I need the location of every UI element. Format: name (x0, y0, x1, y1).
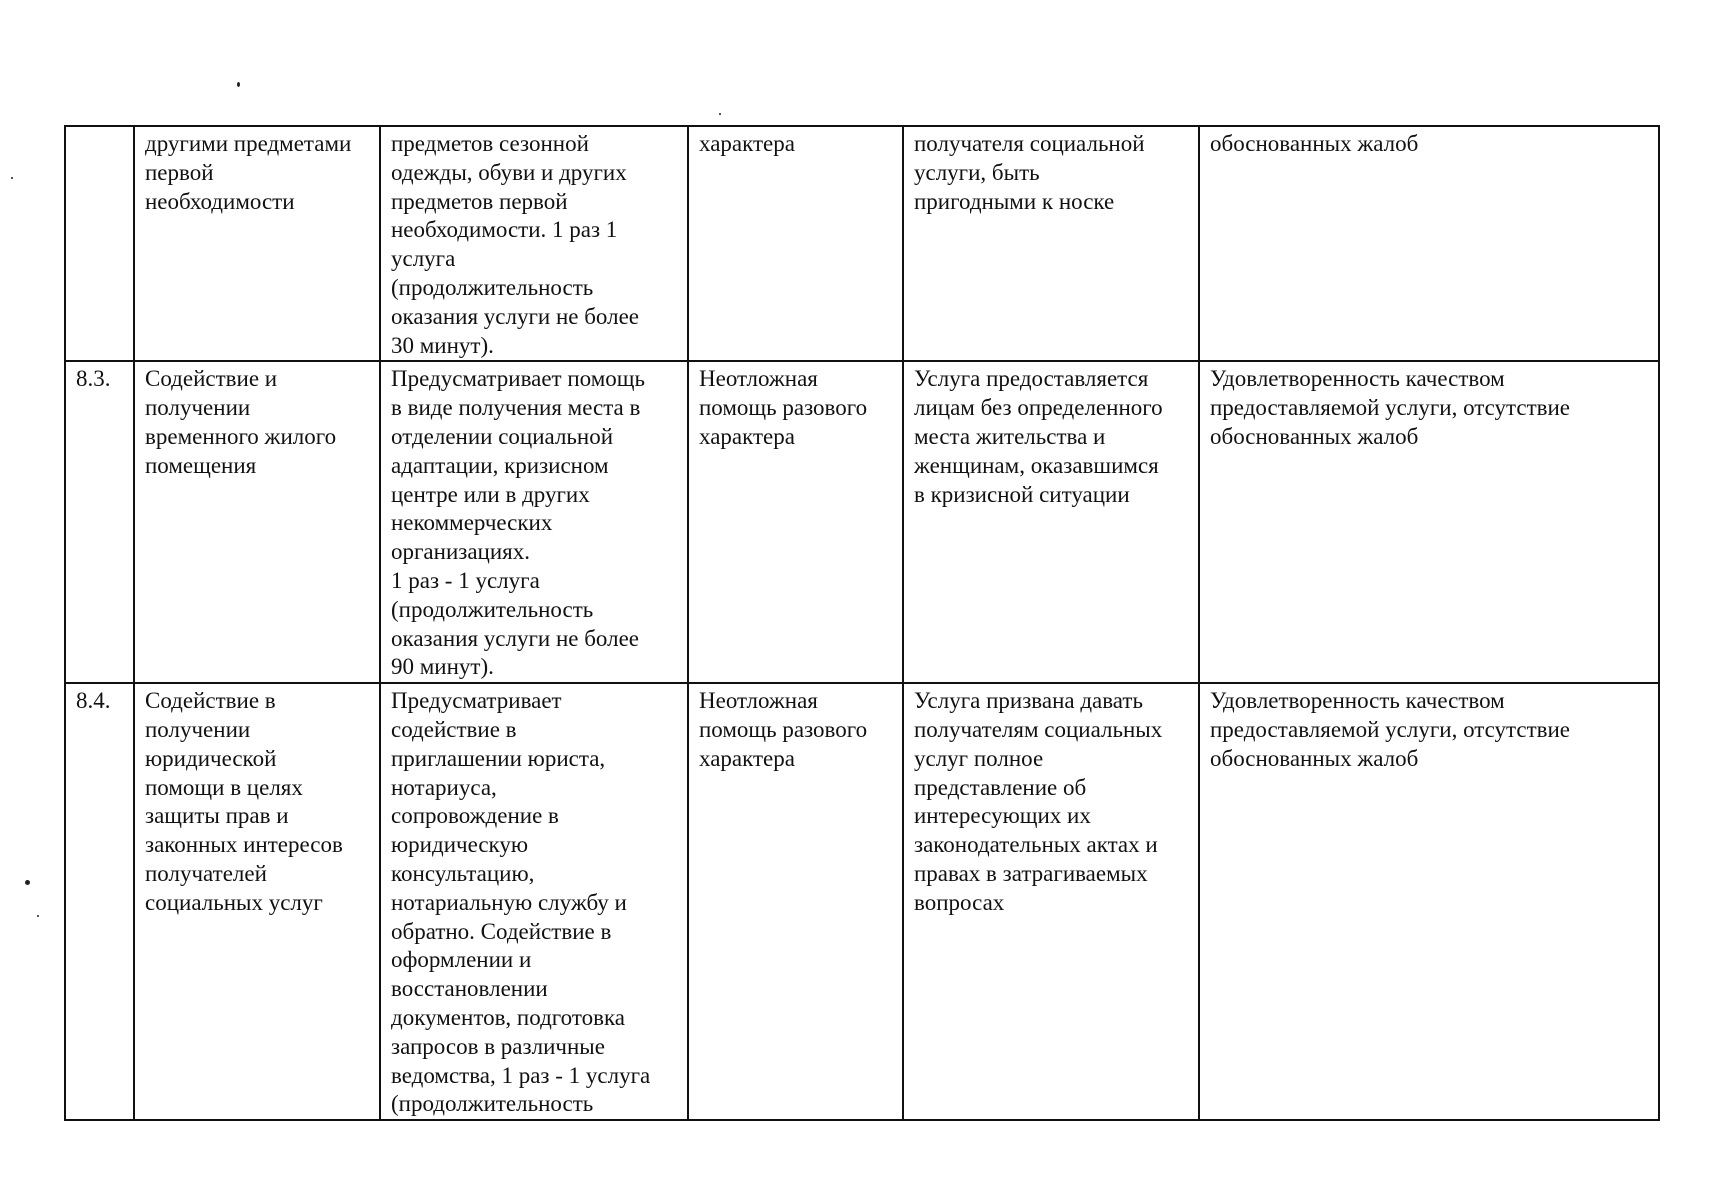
cell-text-line: адаптации, кризисном (391, 452, 609, 478)
cell-text-line: приглашении юриста, (391, 745, 606, 771)
cell-text-line: законных интересов (145, 832, 343, 858)
cell-text-line: оформлении и (391, 947, 532, 973)
cell-text-line: сопровождение в (391, 803, 559, 829)
cell-text-line: женщинам, оказавшимся (914, 452, 1159, 478)
cell-service-type (688, 683, 903, 1120)
cell-text-line: необходимости (145, 188, 295, 214)
cell-criteria (1199, 126, 1659, 361)
cell-text-line: Неотложная (699, 366, 818, 392)
cell-conditions (903, 126, 1199, 361)
cell-text-line: ведомства, 1 раз - 1 услуга (391, 1062, 651, 1088)
cell-text-line: услуги, быть (914, 159, 1040, 185)
cell-text-line: документов, подготовка (391, 1004, 625, 1030)
cell-text-line: другими предметами (145, 131, 352, 156)
cell-text-line: первой (145, 159, 214, 185)
cell-text-line: помощи в целях (145, 774, 303, 800)
cell-text-line: Предусматривает помощь (391, 366, 645, 392)
table-row (65, 126, 1659, 361)
cell-text-line: 90 минут). (391, 654, 494, 680)
cell-text-line: получении (145, 395, 251, 421)
cell-text-line: помощь разового (699, 716, 868, 742)
cell-service-name (134, 683, 380, 1120)
table-row (65, 683, 1659, 1120)
cell-text-line: отделении социальной (391, 423, 614, 449)
cell-conditions (903, 361, 1199, 683)
cell-text-line: в виде получения места в (391, 395, 641, 421)
cell-criteria (1199, 361, 1659, 683)
cell-description (380, 126, 688, 361)
cell-text-line: обоснованных жалоб (1210, 423, 1419, 449)
cell-text-line: юридическую (391, 832, 529, 858)
cell-text-line: обоснованных жалоб (1210, 745, 1419, 771)
cell-text-line: места жительства и (914, 423, 1106, 449)
cell-service-name (134, 361, 380, 683)
cell-description (380, 683, 688, 1120)
cell-text-line: характера (699, 131, 795, 156)
cell-text-line: Содействие и (145, 366, 278, 392)
cell-text-line: юридической (145, 745, 277, 771)
cell-service-type (688, 126, 903, 361)
cell-text-line: помещения (145, 452, 257, 478)
cell-text-line: получателей (145, 860, 267, 886)
scan-speck (237, 82, 240, 87)
cell-text-line: услуг полное (914, 745, 1044, 771)
cell-text-line: (продолжительность (391, 1091, 594, 1117)
cell-text-line: помощь разового (699, 395, 868, 421)
cell-text-line: предметов сезонной (391, 131, 589, 156)
table-row (65, 361, 1659, 683)
cell-text-line: предоставляемой услуги, отсутствие (1210, 395, 1571, 421)
cell-description (380, 361, 688, 683)
cell-text-line: Удовлетворенность качеством (1210, 688, 1505, 714)
cell-text-line: необходимости. 1 раз 1 (391, 217, 618, 243)
cell-text-line: восстановлении (391, 976, 548, 1002)
cell-text-line: законодательных актах и (914, 832, 1158, 858)
cell-text-line: нотариуса, (391, 774, 497, 800)
cell-text-line: оказания услуги не более (391, 625, 640, 651)
cell-text-line: получателям социальных (914, 716, 1163, 742)
cell-text-line: организациях. (391, 539, 530, 565)
cell-text-line: характера (699, 423, 795, 449)
cell-text-line: Услуга призвана давать (914, 688, 1143, 714)
cell-text-line: правах в затрагиваемых (914, 860, 1148, 886)
cell-text-line: предметов первой (391, 188, 568, 214)
cell-service-type (688, 361, 903, 683)
cell-text-line: консультацию, (391, 860, 535, 886)
cell-text-line: содействие в (391, 716, 517, 742)
cell-conditions (903, 683, 1199, 1120)
cell-text-line: получателя социальной (914, 131, 1145, 156)
cell-text-line: интересующих их (914, 803, 1091, 829)
services-table (64, 125, 1660, 1121)
cell-text-line: (продолжительность (391, 274, 594, 300)
cell-number: 8.3. (65, 361, 134, 683)
scan-speck (719, 113, 721, 115)
cell-text-line: 30 минут). (391, 332, 494, 358)
cell-text-line: пригодными к носке (914, 188, 1115, 214)
cell-service-name (134, 126, 380, 361)
cell-text-line: Услуга предоставляется (914, 366, 1149, 392)
cell-text-line: Удовлетворенность качеством (1210, 366, 1505, 392)
cell-text-line: представление об (914, 774, 1087, 800)
cell-text-line: нотариальную службу и (391, 889, 627, 915)
cell-text-line: предоставляемой услуги, отсутствие (1210, 716, 1571, 742)
cell-text-line: 1 раз - 1 услуга (391, 567, 540, 593)
cell-text-line: защиты прав и (145, 803, 289, 829)
cell-text-line: социальных услуг (145, 889, 323, 915)
cell-text-line: Неотложная (699, 688, 818, 714)
scan-speck (11, 177, 13, 179)
services-table-body (65, 126, 1659, 1120)
cell-text-line: вопросах (914, 889, 1005, 915)
cell-text-line: оказания услуги не более (391, 303, 640, 329)
cell-text-line: центре или в других (391, 481, 590, 507)
cell-text-line: временного жилого (145, 423, 337, 449)
cell-text-line: в кризисной ситуации (914, 481, 1130, 507)
cell-text-line: Содействие в (145, 688, 276, 714)
cell-text-line: Предусматривает (391, 688, 562, 714)
cell-text-line: лицам без определенного (914, 395, 1163, 421)
cell-text-line: услуга (391, 246, 456, 272)
scan-speck (25, 880, 30, 885)
cell-text-line: одежды, обуви и других (391, 159, 627, 185)
cell-text-line: запросов в различные (391, 1033, 605, 1059)
cell-criteria (1199, 683, 1659, 1120)
cell-text-line: обоснованных жалоб (1210, 131, 1419, 156)
cell-text-line: (продолжительность (391, 596, 594, 622)
scan-speck (37, 915, 39, 917)
cell-number (65, 126, 134, 361)
cell-text-line: характера (699, 745, 795, 771)
cell-number: 8.4. (65, 683, 134, 1120)
cell-text-line: обратно. Содействие в (391, 918, 612, 944)
cell-text-line: некоммерческих (391, 510, 553, 536)
cell-text-line: получении (145, 716, 251, 742)
